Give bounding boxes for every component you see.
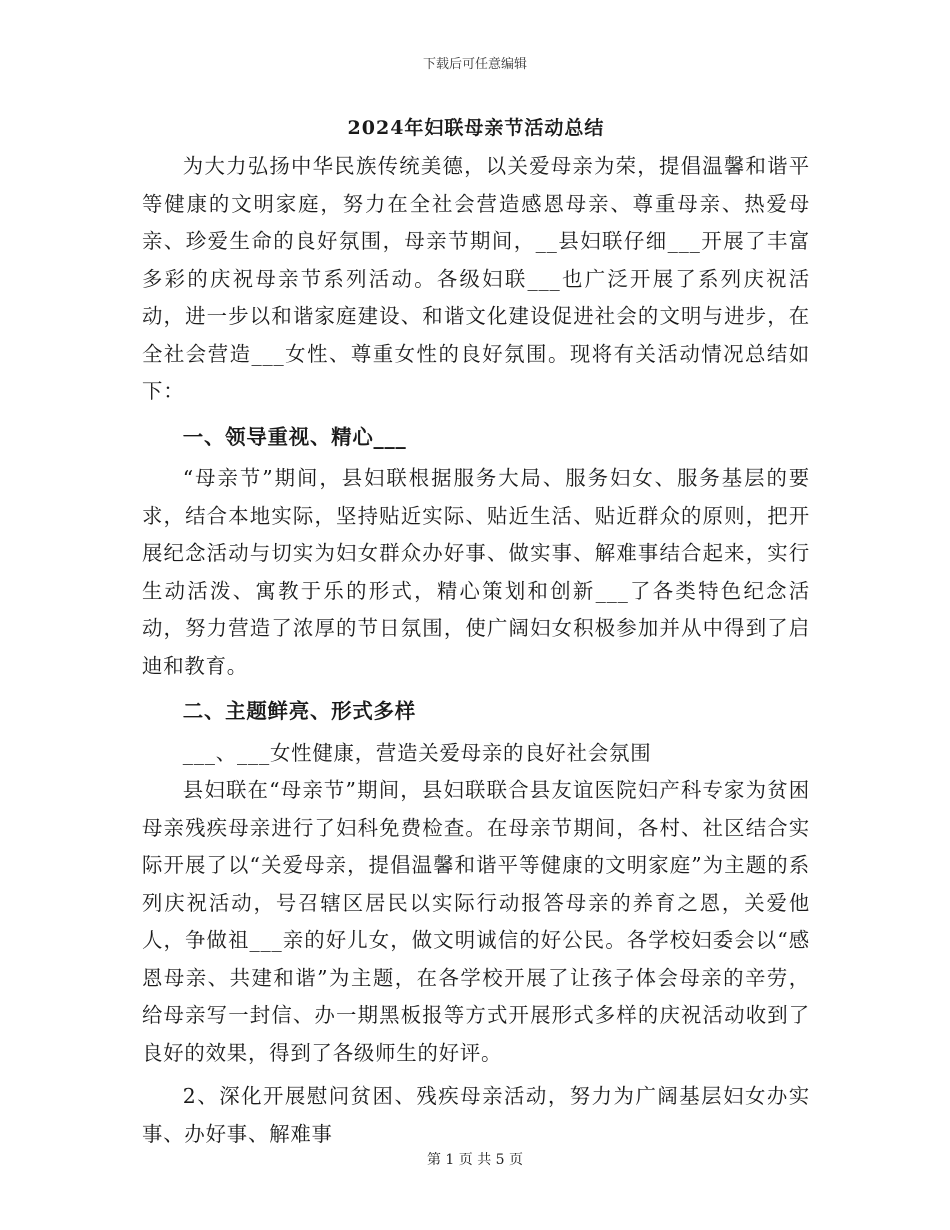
subsection-1-title: ___、___女性健康，营造关爱母亲的良好社会氛围 (182, 740, 652, 765)
intro-paragraph: 为大力弘扬中华民族传统美德，以关爱母亲为荣，提倡温馨和谐平等健康的文明家庭，努力在全社会营造感恩母亲、尊重母亲、热爱母亲、珍爱生命的良好氛围，母亲节期间，__县妇联仔细___开展了丰富多彩的庆祝母亲节系列活动。各级妇联___也广泛开展了系列庆祝活动，进一步以和谐家庭建设、和谐文化建设促进社会的文明与进步，在全社会营造___女性、尊重女性的良好氛围。现将有关活动情况总结如下： (142, 154, 810, 403)
header-note: 下载后可任意编辑 (422, 57, 527, 72)
document-body (142, 112, 810, 1153)
page-footer: 第 1 页 共 5 页 (426, 1152, 524, 1168)
section-heading-1: 一、领导重视、精心___ (182, 424, 407, 449)
document-title: 2024年妇联母亲节活动总结 (347, 117, 605, 139)
section-heading-2: 二、主题鲜亮、形式多样 (182, 699, 416, 723)
section-2-paragraph: 县妇联在“母亲节”期间，县妇联联合县友谊医院妇产科专家为贫困母亲残疾母亲进行了妇科免费检查。在母亲节期间，各村、社区结合实际开展了以“关爱母亲，提倡温馨和谐平等健康的文明家庭”为主题的系列庆祝活动，号召辖区居民以实际行动报答母亲的养育之恩，关爱他人，争做祖___亲的好儿女，做文明诚信的好公民。各学校妇委会以“感恩母亲、共建和谐”为主题，在各学校开展了让孩子体会母亲的辛劳，给母亲写一封信、办一期黑板报等方式开展形式多样的庆祝活动收到了良好的效果，得到了各级师生的好评。 (142, 778, 810, 1065)
subsection-2-title: 2、深化开展慰问贫困、残疾母亲活动，努力为广阔基层妇女办实事、办好事、解难事 (142, 1084, 810, 1146)
section-1-paragraph: “母亲节”期间，县妇联根据服务大局、服务妇女、服务基层的要求，结合本地实际，坚持贴近实际、贴近生活、贴近群众的原则，把开展纪念活动与切实为妇女群众办好事、做实事、解难事结合起来，实行生动活泼、寓教于乐的形式，精心策划和创新___了各类特色纪念活动，努力营造了浓厚的节日氛围，使广阔妇女积极参加并从中得到了启迪和教育。 (142, 466, 810, 678)
